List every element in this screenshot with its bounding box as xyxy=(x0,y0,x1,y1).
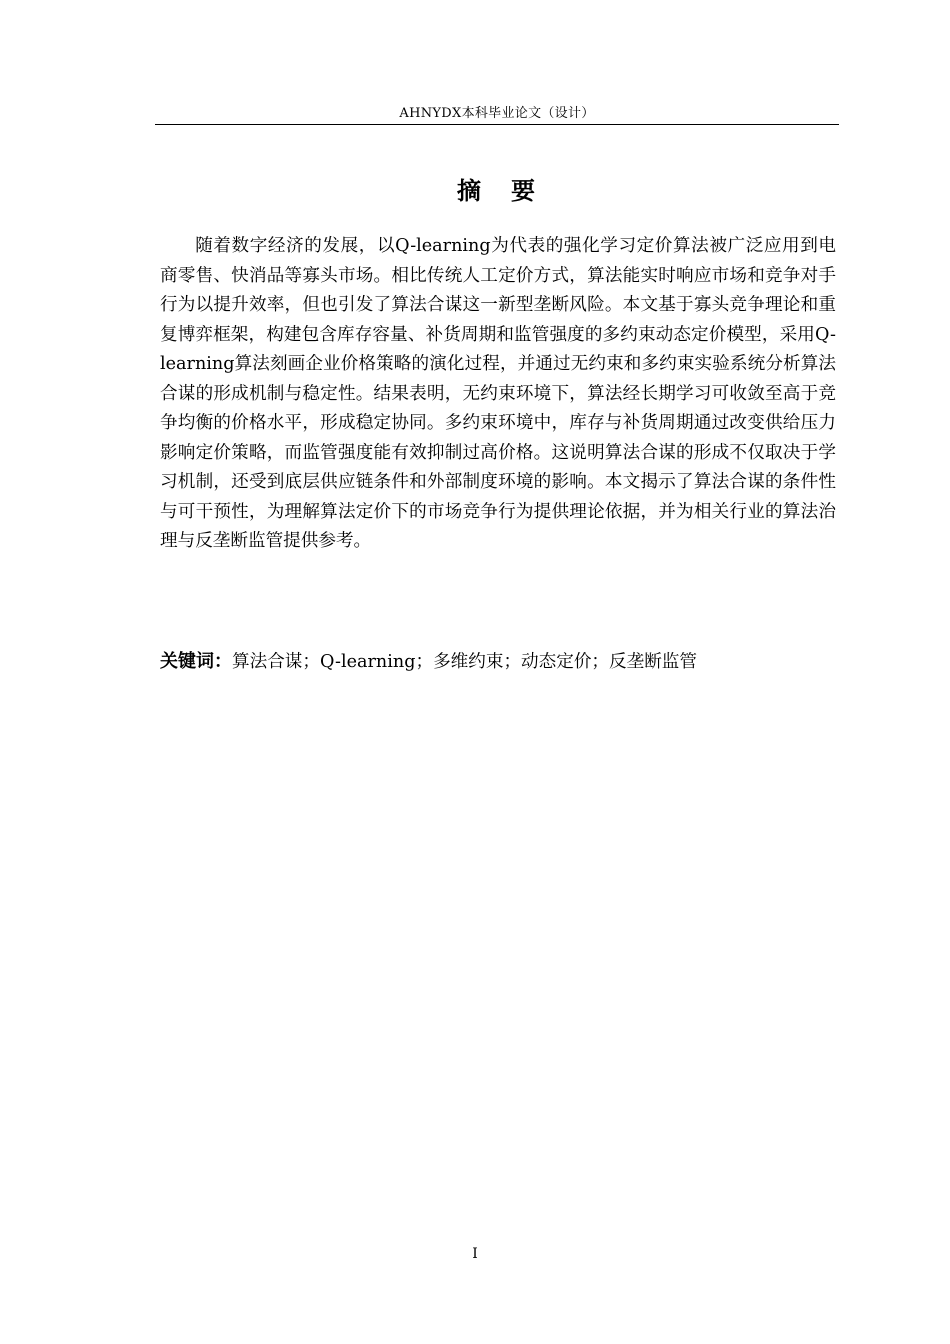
header-rule xyxy=(155,124,839,125)
abstract-title-char-2: 要 xyxy=(511,177,537,205)
keywords-line xyxy=(160,647,836,677)
running-header: AHNYDX本科毕业论文（设计） xyxy=(399,106,595,121)
abstract-title xyxy=(155,174,839,208)
keywords-value: 算法合谋；Q-learning；多维约束；动态定价；反垄断监管 xyxy=(232,652,697,672)
abstract-body: 随着数字经济的发展，以Q-learning为代表的强化学习定价算法被广泛应用到电商零售、快消品等寡头市场。相比传统人工定价方式，算法能实时响应市场和竞争对手行为以提升效率，但也引发了算法合谋这一新型垄断风险。本文基于寡头竞争理论和重复博弈框架，构建包含库存容量、补货周期和监管强度的多约束动态定价模型，采用Q-learning算法刻画企业价格策略的演化过程，并通过无约束和多约束实验系统分析算法合谋的形成机制与稳定性。结果表明，无约束环境下，算法经长期学习可收敛至高于竞争均衡的价格水平，形成稳定协同。多约束环境中，库存与补货周期通过改变供给压力影响定价策略，而监管强度能有效抑制过高价格。这说明算法合谋的形成不仅取决于学习机制，还受到底层供应链条件和外部制度环境的影响。本文揭示了算法合谋的条件性与可干预性，为理解算法定价下的市场竞争行为提供理论依据，并为相关行业的算法治理与反垄断监管提供参考。 xyxy=(160,236,836,551)
abstract-title-char-1: 摘 xyxy=(457,177,483,205)
keywords-label: 关键词： xyxy=(160,651,232,672)
page-number: I xyxy=(472,1246,478,1262)
